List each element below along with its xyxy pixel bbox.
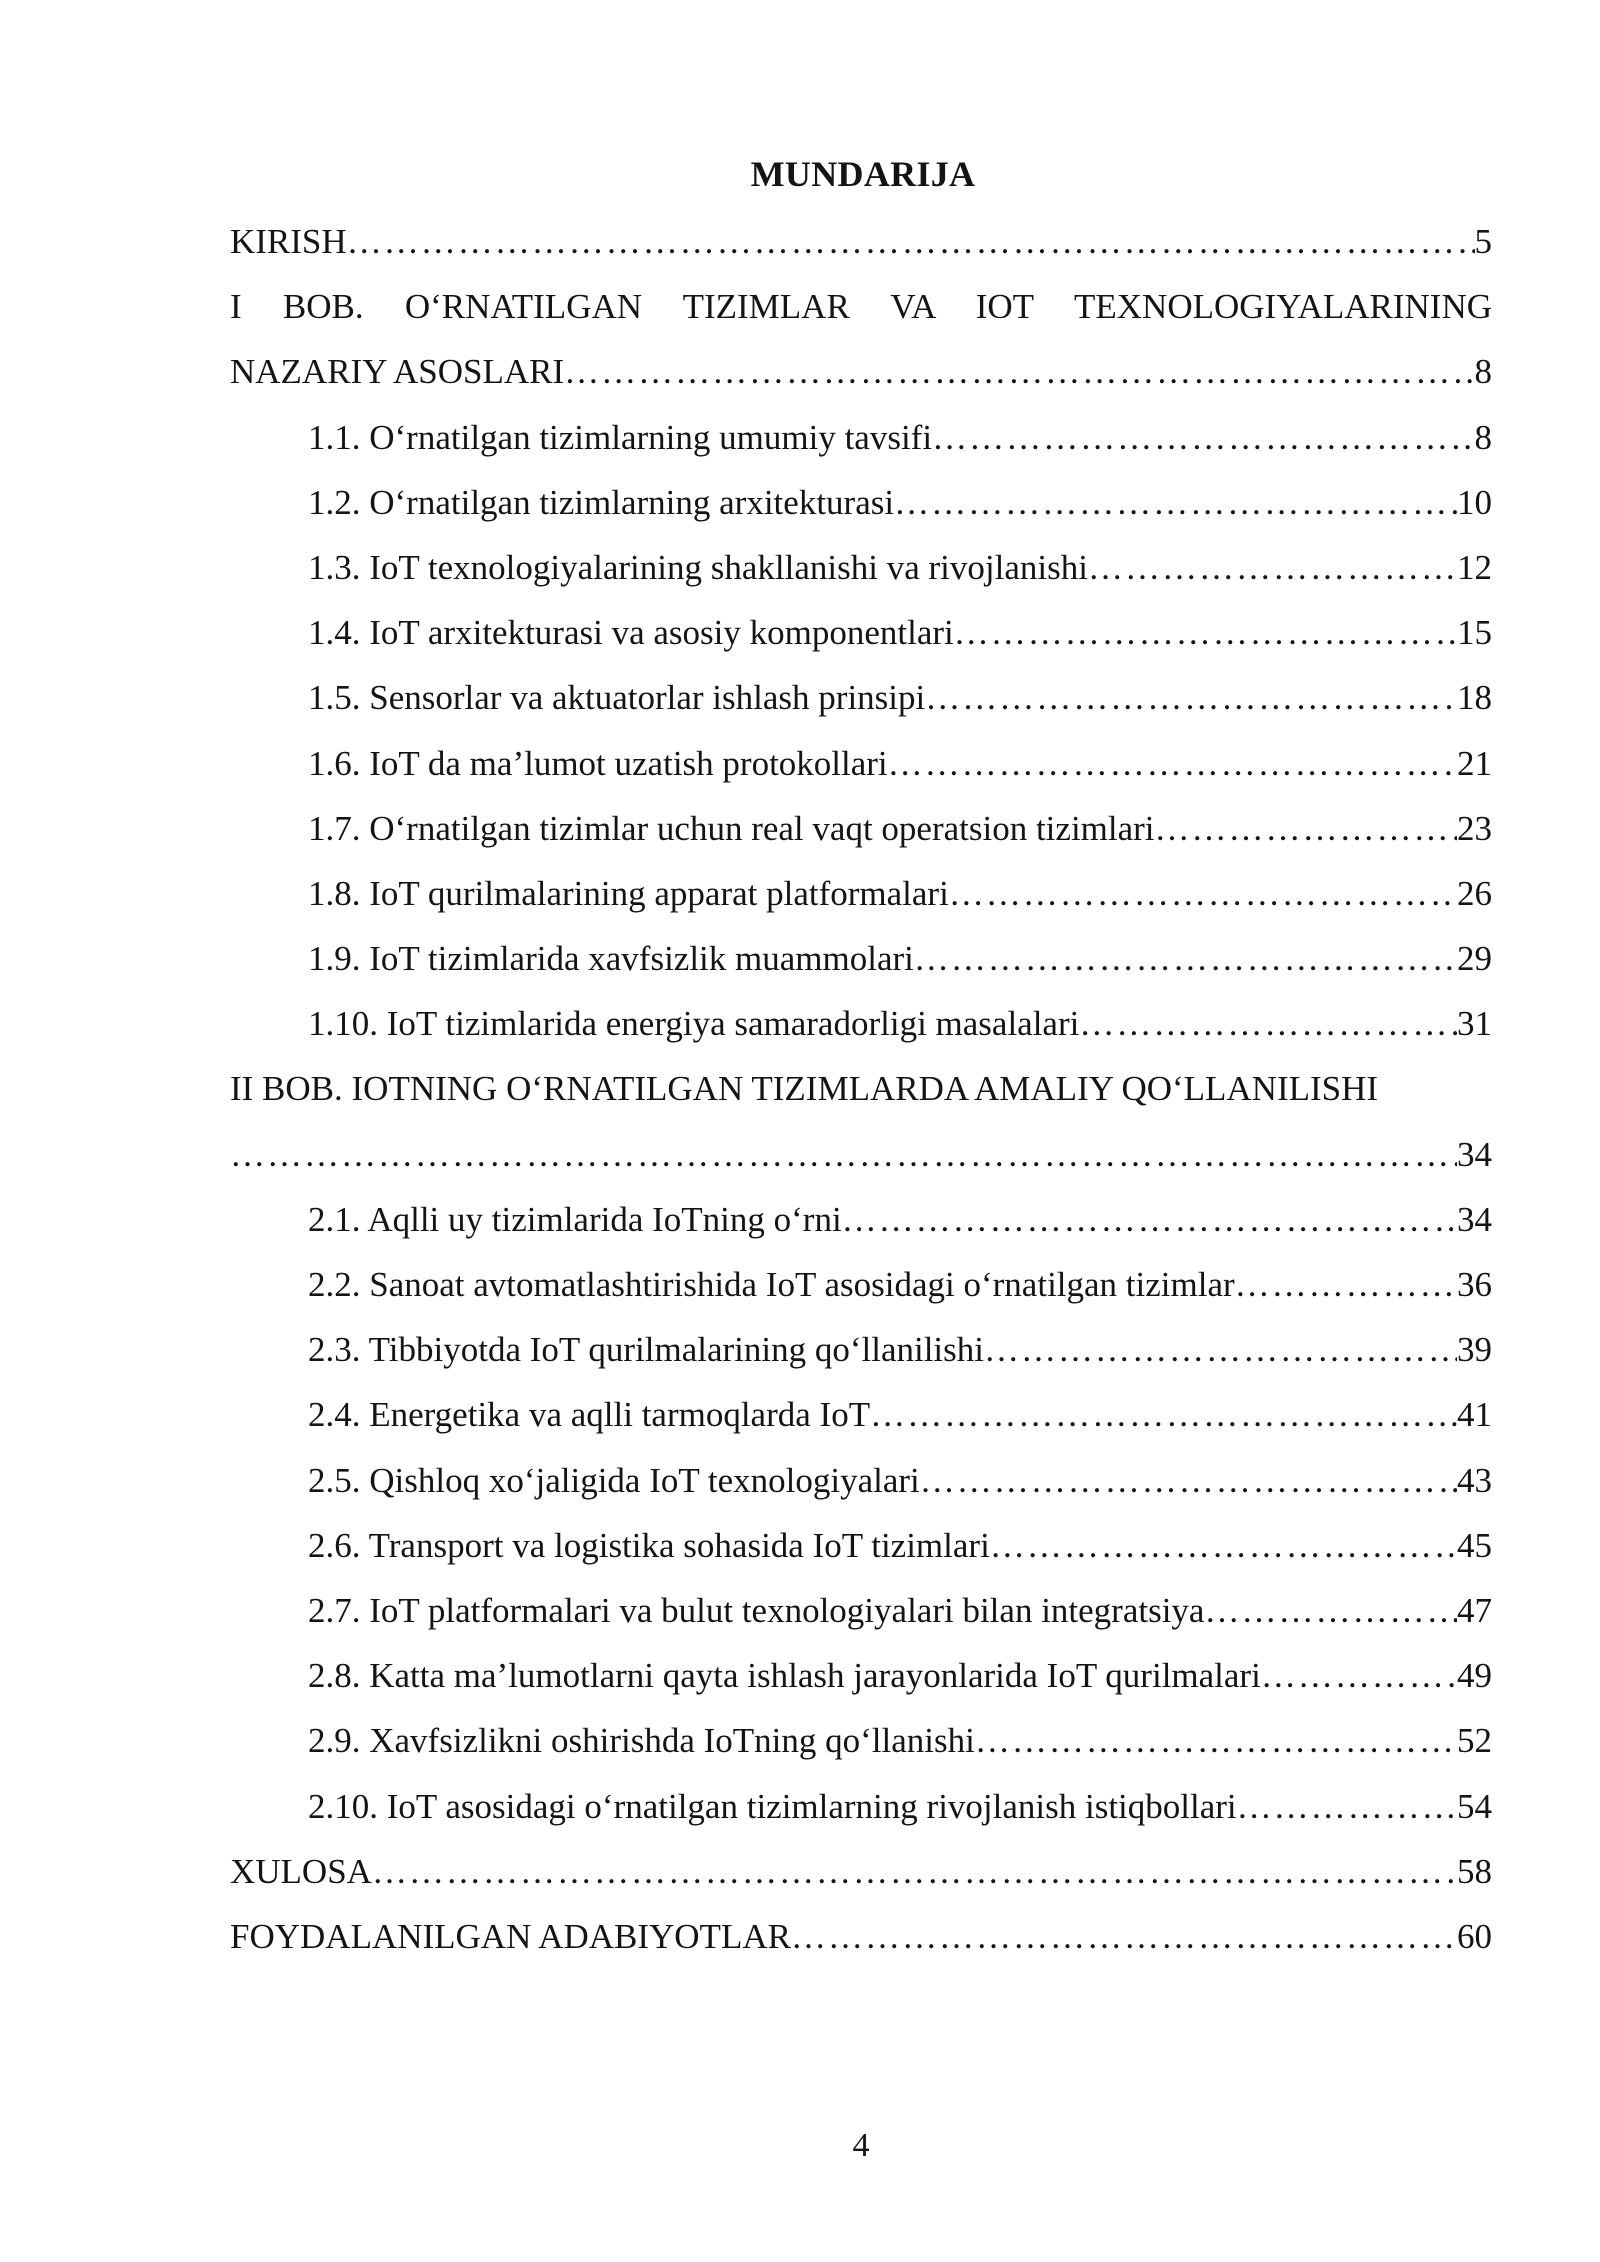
dot-leader: [975, 1715, 1457, 1767]
dot-leader: [1204, 1585, 1457, 1637]
toc-entry-page: 36: [1457, 1265, 1492, 1304]
dot-leader: [990, 1520, 1457, 1572]
toc-section-2-5[interactable]: [230, 1455, 1492, 1520]
toc-entry-label: 1.4. IoT arxitekturasi va asosiy komponentlari: [308, 613, 954, 653]
toc-entry-page: 31: [1457, 1004, 1492, 1044]
dot-leader: [842, 1194, 1457, 1246]
toc-section-1-8[interactable]: [230, 868, 1492, 933]
toc-entry-page: 52: [1457, 1721, 1492, 1761]
toc-entry-page: 49: [1457, 1656, 1492, 1696]
dot-leader: [920, 1455, 1457, 1507]
toc-entry-label: XULOSA: [230, 1851, 372, 1891]
toc-entry-label: 2.10. IoT asosidagi o‘rnatilgan tizimlarning rivojlanish istiqbollari: [308, 1786, 1237, 1826]
toc-entry-label: 1.6. IoT da ma’lumot uzatish protokollari: [308, 743, 888, 783]
toc-section-2-10[interactable]: [230, 1781, 1492, 1846]
toc-section-2-1[interactable]: [230, 1194, 1492, 1259]
dot-leader: [372, 1846, 1457, 1898]
dot-leader: [1237, 1781, 1457, 1833]
toc-entry-page: 23: [1457, 808, 1492, 848]
dot-leader: [888, 738, 1457, 790]
toc-chapter2-title: II BOB. IOTNING O‘RNATILGAN TIZIMLARDA AMALIY QO‘LLANILISHI: [230, 1069, 1379, 1109]
dot-leader: [949, 868, 1457, 920]
toc-entry-label: 1.5. Sensorlar va aktuatorlar ishlash prinsipi: [308, 678, 926, 718]
toc-entry-label: 2.9. Xavfsizlikni oshirishda IoTning qo‘llanishi: [308, 1721, 975, 1761]
dot-leader: [347, 216, 1475, 268]
toc-entry-label: FOYDALANILGAN ADABIYOTLAR: [230, 1916, 791, 1956]
toc-section-2-7[interactable]: [230, 1585, 1492, 1650]
toc-entry-page: 18: [1457, 678, 1492, 718]
toc-entry-label: 1.7. O‘rnatilgan tizimlar uchun real vaqt operatsion tizimlari: [308, 808, 1155, 848]
dot-leader: [791, 1911, 1457, 1963]
toc-section-2-4[interactable]: [230, 1389, 1492, 1454]
toc-section-1-6[interactable]: [230, 738, 1492, 803]
dot-leader: [230, 1129, 1457, 1181]
dot-leader: [1235, 1259, 1457, 1311]
toc-entry-page: 34: [1457, 1199, 1492, 1239]
toc-entry-label: 2.1. Aqlli uy tizimlarida IoTning o‘rni: [308, 1199, 842, 1239]
dot-leader: [1079, 998, 1457, 1050]
page-title: MUNDARIJA: [750, 154, 976, 194]
toc-section-1-9[interactable]: [230, 933, 1492, 998]
toc-section-1-1[interactable]: [230, 412, 1492, 477]
dot-leader: [1155, 803, 1457, 855]
toc-entry-label: 1.1. O‘rnatilgan tizimlarning umumiy tavsifi: [308, 417, 933, 457]
toc-entry-label: 2.4. Energetika va aqlli tarmoqlarda IoT: [308, 1395, 871, 1435]
toc-section-2-6[interactable]: [230, 1520, 1492, 1585]
toc-entry-label: 2.5. Qishloq xo‘jaligida IoT texnologiyalari: [308, 1460, 920, 1500]
toc-entry-label: 2.3. Tibbiyotda IoT qurilmalarining qo‘llanilishi: [308, 1330, 985, 1370]
toc-chapter1-heading-line1[interactable]: [230, 281, 1492, 346]
toc-section-1-5[interactable]: [230, 672, 1492, 737]
toc-entry-label: 2.6. Transport va logistika sohasida IoT tizimlari: [308, 1525, 990, 1565]
toc-section-2-3[interactable]: [230, 1324, 1492, 1389]
toc-entry-page: 34: [1457, 1134, 1492, 1174]
toc-entry-kirish[interactable]: [230, 216, 1492, 281]
toc-entry-page: 41: [1457, 1395, 1492, 1435]
toc-entry-page: 8: [1474, 417, 1492, 457]
toc-entry-label: NAZARIY ASOSLARI: [230, 352, 565, 392]
toc-section-2-2[interactable]: [230, 1259, 1492, 1324]
toc-entry-label: 2.7. IoT platformalari va bulut texnologiyalari bilan integratsiya: [308, 1590, 1205, 1630]
dot-leader: [870, 1389, 1457, 1441]
toc-entry-page: 29: [1457, 939, 1492, 979]
toc-entry-label: 1.3. IoT texnologiyalarining shakllanishi va rivojlanishi: [308, 547, 1088, 587]
toc-chapter2-heading-line1[interactable]: [230, 1063, 1492, 1128]
dot-leader: [984, 1324, 1457, 1376]
table-of-contents: [230, 216, 1492, 1976]
dot-leader: [1261, 1650, 1457, 1702]
toc-entry-label: 2.2. Sanoat avtomatlashtirishida IoT asosidagi o‘rnatilgan tizimlar: [308, 1265, 1235, 1304]
toc-entry-page: 5: [1474, 222, 1492, 261]
toc-entry-page: 15: [1457, 613, 1492, 653]
dot-leader: [925, 672, 1457, 724]
toc-entry-xulosa[interactable]: [230, 1846, 1492, 1911]
toc-section-1-3[interactable]: [230, 542, 1492, 607]
toc-entry-page: 21: [1457, 743, 1492, 783]
dot-leader: [894, 477, 1457, 529]
toc-entry-page: 39: [1457, 1330, 1492, 1370]
toc-entry-page: 10: [1457, 482, 1492, 522]
toc-entry-page: 47: [1457, 1590, 1492, 1630]
toc-section-2-8[interactable]: [230, 1650, 1492, 1715]
toc-section-1-7[interactable]: [230, 803, 1492, 868]
toc-entry-page: 54: [1457, 1786, 1492, 1826]
dot-leader: [914, 933, 1457, 985]
toc-entry-label: KIRISH: [230, 222, 347, 261]
toc-entry-page: 43: [1457, 1460, 1492, 1500]
toc-entry-label: 1.9. IoT tizimlarida xavfsizlik muammolari: [308, 939, 914, 979]
dot-leader: [564, 346, 1474, 398]
toc-section-1-10[interactable]: [230, 998, 1492, 1063]
toc-entry-label: 1.2. O‘rnatilgan tizimlarning arxitekturasi: [308, 482, 895, 522]
toc-entry-label: 1.8. IoT qurilmalarining apparat platformalari: [308, 873, 949, 913]
dot-leader: [1088, 542, 1457, 594]
toc-entry-page: 26: [1457, 873, 1492, 913]
toc-chapter2-heading-line2[interactable]: [230, 1129, 1492, 1194]
dot-leader: [954, 607, 1457, 659]
toc-entry-adabiyotlar[interactable]: [230, 1911, 1492, 1976]
toc-entry-label: 2.8. Katta ma’lumotlarni qayta ishlash jarayonlarida IoT qurilmalari: [308, 1656, 1261, 1696]
toc-chapter1-title: I BOB. O‘RNATILGAN TIZIMLAR VA IOT TEXNOLOGIYALARINING: [230, 287, 1492, 327]
toc-entry-page: 58: [1457, 1851, 1492, 1891]
toc-entry-page: 12: [1457, 547, 1492, 587]
toc-entry-page: 45: [1457, 1525, 1492, 1565]
toc-entry-page: 60: [1457, 1916, 1492, 1956]
toc-section-1-4[interactable]: [230, 607, 1492, 672]
toc-chapter1-heading-line2[interactable]: [230, 346, 1492, 411]
dot-leader: [932, 412, 1474, 464]
page-number: 4: [852, 2127, 870, 2164]
toc-entry-page: 8: [1474, 352, 1492, 392]
toc-section-1-2[interactable]: [230, 477, 1492, 542]
toc-section-2-9[interactable]: [230, 1715, 1492, 1780]
toc-entry-label: 1.10. IoT tizimlarida energiya samaradorligi masalalari: [308, 1004, 1080, 1044]
